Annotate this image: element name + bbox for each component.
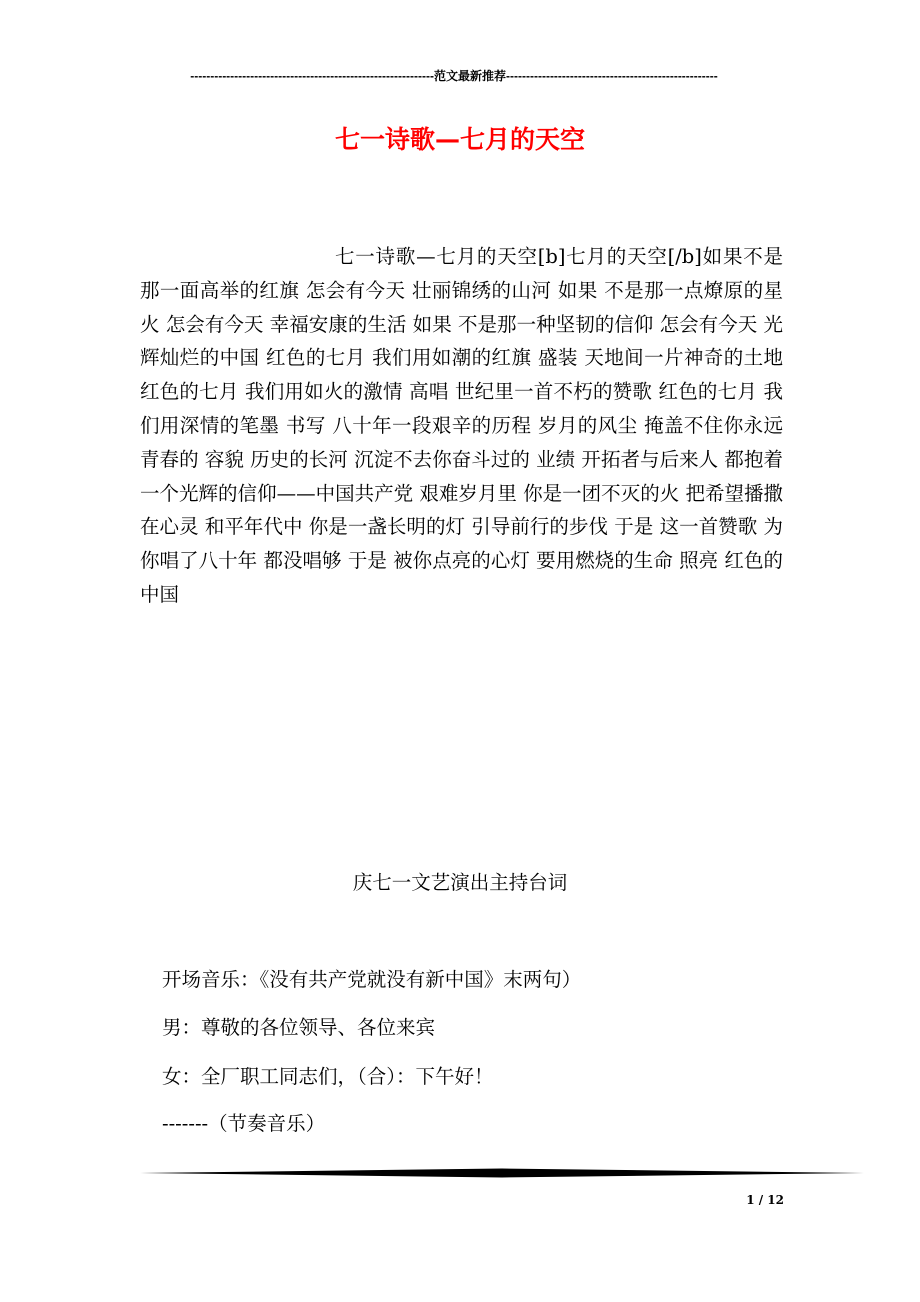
poem-body: 七一诗歌—七月的天空[b]七月的天空[/b]如果不是那一面高举的红旗 怎会有今天 壮丽锦绣的山河 如果 不是那一点燎原的星火 怎会有今天 幸福安康的生活 如果 不是那一种坚韧的信仰 怎会有今天 光辉灿烂的中国 红色的七月 我们用如潮的红旗 盛装 天地间一片神奇的土地 红色的七月 我们用如火的激情 高唱 世纪里一首不朽的赞歌 红色的七月 我们用深情的笔墨 书写 八十年一段艰辛的历程 岁月的风尘 掩盖不住你永远青春的 容貌 历史的长河 沉淀不去你奋斗过的 业绩 开拓者与后来人 都抱着一个光辉的信仰——中国共产党 艰难岁月里 你是一团不灭的火 把希望播撒在心灵 和平年代中 你是一盏长明的灯 引导前行的步伐 于是 这一首赞歌 为你唱了八十年 都没唱够 于是 被你点亮的心灯 要用燃烧的生命 照亮 红色的中国 [140,245,783,606]
page-number: 1 / 12 [746,1193,784,1207]
script-line-male-host: 男：尊敬的各位领导、各位来宾 [162,1016,436,1039]
footer-divider [140,1168,864,1178]
script-line-opening-music: 开场音乐：《没有共产党就没有新中国》末两句） [162,968,582,991]
script-line-female-host: 女：全厂职工同志们，（合）：下午好！ [162,1065,494,1088]
section-title: 庆七一文艺演出主持台词 [352,871,568,894]
script-line-rhythm-music: -------（节奏音乐） [162,1112,326,1135]
page-header: -------------------------------------------------------------范文最新推荐----------------------------------------------------- [190,69,718,83]
document-title: 七一诗歌—七月的天空 [334,125,585,154]
